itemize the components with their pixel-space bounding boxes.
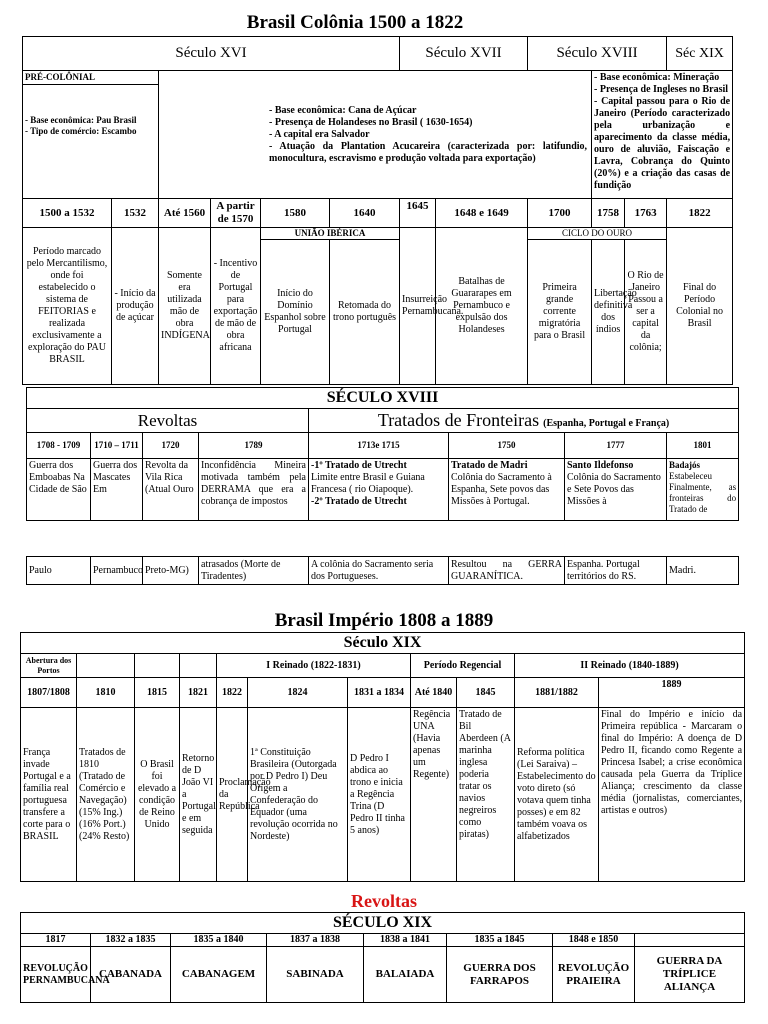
colonia-year: 1758 <box>592 199 625 228</box>
xix-revolta: REVOLUÇÃO PERNAMBUCANA <box>21 947 91 1003</box>
xviii-event-cont: Resultou na GERRA GUARANÍTICA. <box>449 557 565 585</box>
colonia-year: 1645 <box>400 199 436 228</box>
colonia-year: 1822 <box>667 199 733 228</box>
seculo-xvi-box <box>159 71 592 199</box>
seculo-xviii-line: - Base econômica: Mineração <box>594 72 720 83</box>
imperio-year: 1807/1808 <box>21 678 77 708</box>
imperio-event: França invade Portugal e a família real portuguesa transfere a corte para o BRASIL <box>21 708 77 882</box>
imperio-seculo: Século XIX <box>21 633 745 654</box>
xix-revolta: CABANADA <box>91 947 171 1003</box>
imperio-year: 1889 <box>599 678 745 708</box>
seculo-xviii-title: SÉCULO XVIII <box>27 388 739 409</box>
treaty-detail: Estabeleceu Finalmente, as fronteiras do Tratado de <box>669 471 737 514</box>
ciclo-do-ouro-label: CICLO DO OURO <box>528 228 667 240</box>
colonia-event: Libertação definitiva dos índios <box>592 240 625 385</box>
colonia-year: 1532 <box>112 199 159 228</box>
xix-revolta: SABINADA <box>267 947 364 1003</box>
xix-year: 1848 e 1850 <box>553 934 635 947</box>
treaty-name: Santo Ildefonso <box>567 460 634 471</box>
periodo-regencial-header: Período Regencial <box>411 654 515 678</box>
pre-colonial-box <box>23 71 159 199</box>
seculo-xvi-line: - A capital era Salvador <box>269 128 370 140</box>
xix-revolta: REVOLUÇÃO PRAIEIRA <box>553 947 635 1003</box>
uniao-iberica-label: UNIÃO IBÉRICA <box>261 228 400 240</box>
xviii-year: 1713e 1715 <box>309 433 449 459</box>
tratados-header <box>309 409 739 433</box>
seculo-xvi-line: - Presença de Holandeses no Brasil ( 1630-1654) <box>269 116 473 128</box>
tratados-subtitle: (Espanha, Portugal e França) <box>543 418 670 429</box>
xviii-event-cont: Espanha. Portugal territórios do RS. <box>565 557 667 585</box>
xix-year <box>635 934 745 947</box>
imperio-event: 1ª Constituição Brasileira (Outorgada por D Pedro I) Deu Origem a Confederação do Equador (uma revolução ocorrida no Nordeste) <box>248 708 348 882</box>
seculo-xviii-line: - Capital passou para o Rio de Janeiro (Período caracterizado pela urbanização e aparecimento da classe média, ouro de aluvião, Faiscação e Lavra, Cobrança do Quinto (20%) e a criação das casas de fundição <box>594 96 731 191</box>
xviii-event-cont: Paulo <box>27 557 91 585</box>
colonia-event: Retomada do trono português <box>330 240 400 385</box>
xix-year: 1837 a 1838 <box>267 934 364 947</box>
xix-year: 1835 a 1845 <box>447 934 553 947</box>
xviii-event-cont: A colônia do Sacramento seria dos Portugueses. <box>309 557 449 585</box>
imperio-event: O Brasil foi elevado a condição de Reino Unido <box>135 708 180 882</box>
xviii-year: 1777 <box>565 433 667 459</box>
xix-year: 1832 a 1835 <box>91 934 171 947</box>
imperio-year: 1845 <box>457 678 515 708</box>
xviii-year: 1750 <box>449 433 565 459</box>
revoltas-heading: Revoltas <box>351 891 417 911</box>
seculo-xix-table <box>20 912 745 1003</box>
imperio-event: Reforma política (Lei Saraiva) – Estabelecimento do voto direto (só votava quem tinha posses) e em 82 também voava os alfabetizados <box>515 708 599 882</box>
xix-revolta: GUERRA DA TRÍPLICE ALIANÇA <box>635 947 745 1003</box>
colonia-event: Insurreição Pernambucana. <box>400 228 436 385</box>
xviii-event <box>309 459 449 521</box>
seculo-xvi-line: - Atuação da Plantation Acucareira (caracterizada por: latifundio, monocultura, escravismo e produção voltada para exportação) <box>269 140 588 164</box>
colonia-year: 1580 <box>261 199 330 228</box>
xviii-year: 1801 <box>667 433 739 459</box>
page-title-imperio: Brasil Império 1808 a 1889 <box>274 610 494 631</box>
colonia-event: Somente era utilizada mão de obra INDÍGENA <box>159 228 211 385</box>
imperio-year: 1822 <box>217 678 248 708</box>
xix-revolta: GUERRA DOS FARRAPOS <box>447 947 553 1003</box>
ii-reinado-header: II Reinado (1840-1889) <box>515 654 745 678</box>
header-seculo-xix: Séc XIX <box>667 37 733 71</box>
page-title-colonia: Brasil Colônia 1500 a 1822 <box>246 12 464 33</box>
imperio-event: Final do Império e início da Primeira república - Marcaram o final do Império: A doença de D Pedro II, ficando como Regente a Princesa Isabel; a crise econômica causada pela Guerra da Tríplice Aliança; crescimento da classe média (jornalistas, comerciantes, artistas e outros) <box>599 708 745 882</box>
imperio-event: Tratado de Bil Aberdeen (A marinha inglesa poderia tratar os navios negreiros como piratas) <box>457 708 515 882</box>
pre-colonial-line: - Base econômica: Pau Brasil <box>25 115 137 125</box>
treaty-name: Badajós <box>669 460 701 470</box>
pre-colonial-line: - Tipo de comércio: Escambo <box>25 126 137 136</box>
imperio-event: D Pedro I abdica ao trono e inicia a Regência Trina (D Pedro II tinha 5 anos) <box>348 708 411 882</box>
colonia-year: 1648 e 1649 <box>436 199 528 228</box>
revoltas-header: Revoltas <box>27 409 309 433</box>
xviii-year: 1710 – 1711 <box>91 433 143 459</box>
colonia-event: Início do Domínio Espanhol sobre Portugal <box>261 240 330 385</box>
seculo-xix-title: SÉCULO XIX <box>21 913 745 934</box>
imperio-table <box>20 632 745 882</box>
colonia-event: O Rio de Janeiro Passou a ser a capital da colônia; <box>625 240 667 385</box>
imperio-event: Regência UNA (Havia apenas um Regente) <box>411 708 457 882</box>
xviii-event-cont: Pernambuco <box>91 557 143 585</box>
i-reinado-header: I Reinado (1822-1831) <box>217 654 411 678</box>
xviii-event <box>565 459 667 521</box>
tratados-title: Tratados de Fronteiras <box>377 410 540 430</box>
colonia-year: 1500 a 1532 <box>23 199 112 228</box>
xix-year: 1817 <box>21 934 91 947</box>
treaty-detail: Colônia do Sacramento e Sete Povos das Missões à <box>567 472 661 507</box>
colonia-event: Primeira grande corrente migratória para o Brasil <box>528 240 592 385</box>
xix-year: 1838 a 1841 <box>364 934 447 947</box>
colonia-year: 1640 <box>330 199 400 228</box>
imperio-year: 1824 <box>248 678 348 708</box>
xviii-event: Revolta da Vila Rica (Atual Ouro <box>143 459 199 521</box>
colonia-event: - Início da produção de açúcar <box>112 228 159 385</box>
abertura-portos: Abertura dos Portos <box>21 654 77 678</box>
colonia-event: - Incentivo de Portugal para exportação de mão de obra africana <box>211 228 261 385</box>
xviii-event: Guerra dos Mascates Em <box>91 459 143 521</box>
colonia-year: Até 1560 <box>159 199 211 228</box>
xviii-event <box>449 459 565 521</box>
seculo-xviii-line: - Presença de Ingleses no Brasil <box>594 84 729 95</box>
colonia-year: A partir de 1570 <box>211 199 261 228</box>
header-seculo-xvi: Século XVI <box>23 37 400 71</box>
header-seculo-xvii: Século XVII <box>400 37 528 71</box>
pre-colonial-info <box>23 85 158 137</box>
xviii-event: Inconfidência Mineira motivada também pela DERRAMA que era a cobrança de impostos <box>199 459 309 521</box>
treaty-detail: Colônia do Sacramento à Espanha, Sete povos das Missões à Portugal. <box>451 472 552 507</box>
xviii-event-cont: Preto-MG) <box>143 557 199 585</box>
xix-revolta: CABANAGEM <box>171 947 267 1003</box>
imperio-year: 1831 a 1834 <box>348 678 411 708</box>
seculo-xviii-table <box>26 387 739 521</box>
imperio-year: 1821 <box>180 678 217 708</box>
seculo-xviii-continued <box>26 556 739 585</box>
xix-year: 1835 a 1840 <box>171 934 267 947</box>
seculo-xvi-line: - Base econômica: Cana de Açúcar <box>269 104 417 116</box>
colonia-event: Final do Período Colonial no Brasil <box>667 228 733 385</box>
treaty-detail: -2º Tratado de Utrecht <box>311 496 407 507</box>
treaty-name: Tratado de Madri <box>451 460 528 471</box>
imperio-year: Até 1840 <box>411 678 457 708</box>
xviii-year: 1708 - 1709 <box>27 433 91 459</box>
imperio-year: 1815 <box>135 678 180 708</box>
xviii-year: 1720 <box>143 433 199 459</box>
xviii-event <box>667 459 739 521</box>
xviii-event: Guerra dos Emboabas Na Cidade de São <box>27 459 91 521</box>
treaty-name: -1º Tratado de Utrecht <box>311 460 407 471</box>
xviii-year: 1789 <box>199 433 309 459</box>
xviii-event-cont: atrasados (Morte de Tiradentes) <box>199 557 309 585</box>
colonia-event: Batalhas de Guararapes em Pernambuco e expulsão dos Holandeses <box>436 228 528 385</box>
colonia-year: 1763 <box>625 199 667 228</box>
imperio-year: 1810 <box>77 678 135 708</box>
imperio-year: 1881/1882 <box>515 678 599 708</box>
xviii-event-cont: Madri. <box>667 557 739 585</box>
treaty-detail: Limite entre Brasil e Guiana Francesa ( rio Oiapoque). <box>311 472 425 495</box>
imperio-event: Tratados de 1810 (Tratado de Comércio e Navegação) (15% Ing.) (16% Port.) (24% Resto) <box>77 708 135 882</box>
colonia-table <box>22 36 733 385</box>
imperio-event: Retorno de D João VI a Portugal e em seguida <box>180 708 217 882</box>
header-seculo-xviii: Século XVIII <box>528 37 667 71</box>
pre-colonial-label: PRÉ-COLÔNIAL <box>23 71 158 85</box>
seculo-xviii-box <box>592 71 733 199</box>
imperio-event: Proclamação da República <box>217 708 248 882</box>
colonia-year: 1700 <box>528 199 592 228</box>
xix-revolta: BALAIADA <box>364 947 447 1003</box>
colonia-event: Período marcado pelo Mercantilismo, onde foi estabelecido o sistema de FEITORIAS e realizada exclusivamente a exploração do PAU BRASIL <box>23 228 112 385</box>
